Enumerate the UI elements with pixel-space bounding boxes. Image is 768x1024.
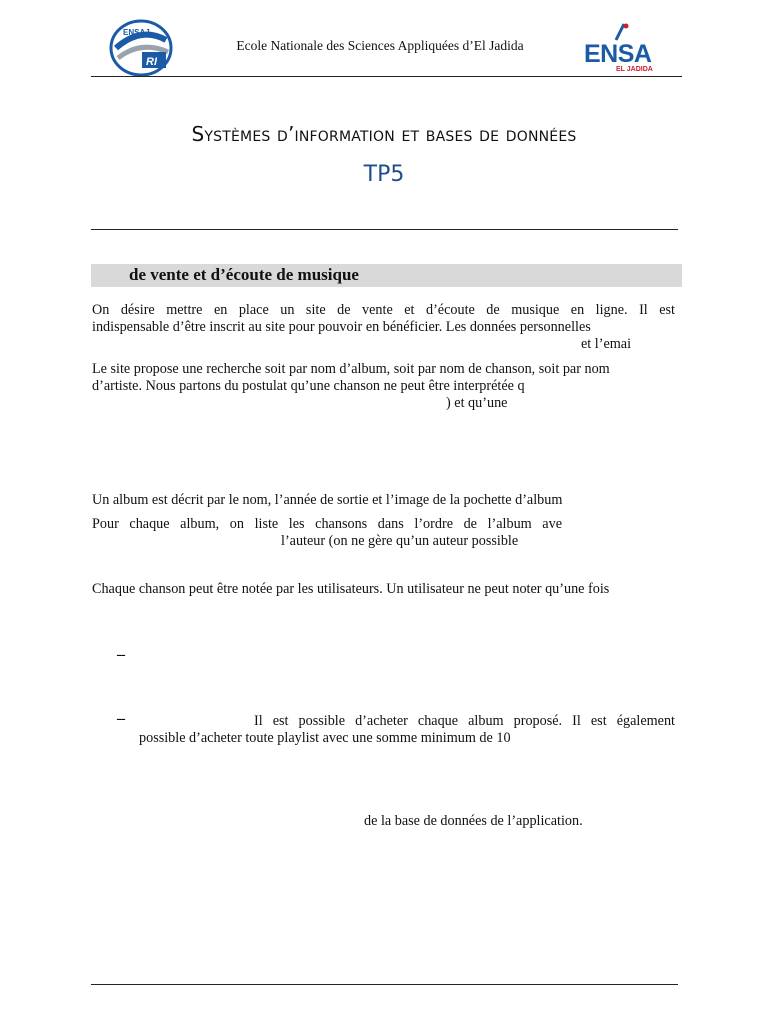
paragraph-3: Un album est décrit par le nom, l’année de sortie et l’image de la pochette d’album bbox=[92, 492, 563, 508]
paragraph-2-line-3: ) et qu’une bbox=[446, 395, 508, 411]
bullet-2-line-2: possible d’acheter toute playlist avec une somme minimum de 10 bbox=[139, 730, 511, 746]
paragraph-4-line-2: l’auteur (on ne gère qu’un auteur possible bbox=[281, 533, 519, 549]
institution-name: Ecole Nationale des Sciences Appliquées d’El Jadida bbox=[236, 38, 524, 53]
logo-left-text: ENSAJ bbox=[123, 28, 150, 37]
paragraph-6: de la base de données de l’application. bbox=[364, 813, 583, 829]
bullet-2-dash: – bbox=[117, 710, 125, 727]
paragraph-1-line-3: et l’emai bbox=[581, 336, 632, 352]
paragraph-1-line-1: On désire mettre en place un site de vente et d’écoute de musique en ligne. Il est bbox=[92, 302, 675, 318]
document-title: Systèmes d’information et bases de données bbox=[191, 122, 577, 146]
document-subtitle: TP5 bbox=[363, 162, 405, 187]
paragraph-5: Chaque chanson peut être notée par les utilisateurs. Un utilisateur ne peut noter qu’une fois bbox=[92, 581, 610, 597]
paragraph-4-line-1: Pour chaque album, on liste les chansons dans l’ordre de l’album ave bbox=[92, 516, 562, 532]
section-heading-bar bbox=[91, 264, 682, 287]
header-rule bbox=[91, 76, 682, 77]
paragraph-2-line-1: Le site propose une recherche soit par nom d’album, soit par nom de chanson, soit par nom bbox=[92, 361, 610, 377]
logo-right-sub: EL JADIDA bbox=[616, 66, 653, 73]
ensa-logo bbox=[580, 22, 660, 74]
logo-right-text: ENSA bbox=[584, 40, 652, 68]
logo-left-badge: RI bbox=[146, 56, 157, 68]
paragraph-2-line-2: d’artiste. Nous partons du postulat qu’une chanson ne peut être interprétée q bbox=[92, 378, 525, 394]
title-rule bbox=[91, 229, 678, 230]
bullet-2-line-1: Il est possible d’acheter chaque album proposé. Il est également bbox=[254, 713, 675, 729]
bullet-1-dash: – bbox=[117, 646, 125, 663]
ensaj-logo bbox=[108, 18, 174, 78]
paragraph-1-line-2: indispensable d’être inscrit au site pour pouvoir en bénéficier. Les données personnelles bbox=[92, 319, 591, 335]
section-heading: de vente et d’écoute de musique bbox=[129, 265, 359, 284]
footer-rule bbox=[91, 984, 678, 985]
